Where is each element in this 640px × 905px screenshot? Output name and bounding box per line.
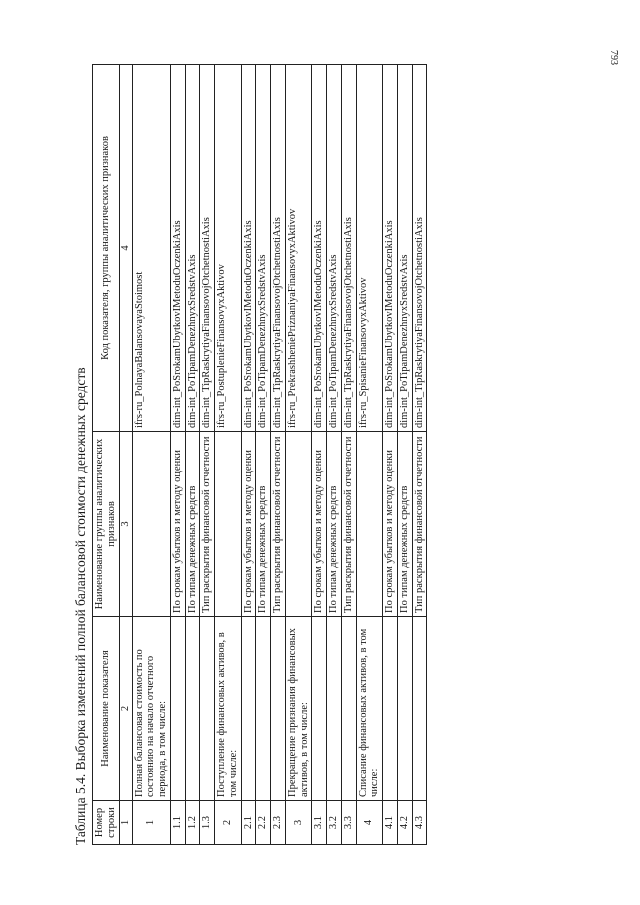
- row-number-cell: 2.1: [241, 801, 256, 845]
- indicator-name-cell: [200, 617, 215, 801]
- indicator-name-cell: [271, 617, 286, 801]
- table-row: [170, 65, 185, 845]
- table-row: [312, 65, 327, 845]
- group-name-cell: [356, 432, 383, 617]
- indicator-name-cell: [241, 617, 256, 801]
- row-number-cell: 2.3: [271, 801, 286, 845]
- table-row: [285, 65, 312, 845]
- header-row: [93, 65, 120, 845]
- row-number-cell: 4.1: [383, 801, 398, 845]
- row-number-cell: 4.3: [412, 801, 427, 845]
- row-number-cell: 2: [215, 801, 242, 845]
- table-row: [412, 65, 427, 845]
- column-number: 1: [119, 801, 132, 845]
- table-row: [132, 65, 170, 845]
- group-name-cell: Тип раскрытия финансовой отчетности: [341, 432, 356, 617]
- indicator-name-cell: [341, 617, 356, 801]
- table-row: [397, 65, 412, 845]
- indicator-name-cell: [412, 617, 427, 801]
- group-name-cell: [132, 432, 170, 617]
- table-row: [327, 65, 342, 845]
- indicator-name-cell: [185, 617, 200, 801]
- group-name-cell: По типам денежных средств: [327, 432, 342, 617]
- table-row: [241, 65, 256, 845]
- code-cell: ifrs-ru_PrekrashheniePriznaniyaFinansovyxAktivov: [285, 65, 312, 432]
- row-number-cell: 1.3: [200, 801, 215, 845]
- group-name-cell: По срокам убытков и методу оценки: [170, 432, 185, 617]
- row-number-cell: 3.3: [341, 801, 356, 845]
- column-number: 2: [119, 617, 132, 801]
- table-title: Таблица 5.4. Выборка изменений полной балансовой стоимости денежных средств: [73, 367, 88, 845]
- group-name-cell: [285, 432, 312, 617]
- header-group-name: Наименование группы аналитических признаков: [93, 432, 120, 617]
- row-number-cell: 1.2: [185, 801, 200, 845]
- row-number-cell: 3.2: [327, 801, 342, 845]
- indicator-name-cell: [327, 617, 342, 801]
- table-row: [200, 65, 215, 845]
- header-code: Код показателя, группы аналитических признаков: [93, 65, 120, 432]
- code-cell: dim-int_PoSrokamUbytkovIMetoduOczenkiAxis: [241, 65, 256, 432]
- table-row: [185, 65, 200, 845]
- group-name-cell: По типам денежных средств: [185, 432, 200, 617]
- group-name-cell: [215, 432, 242, 617]
- row-number-cell: 3.1: [312, 801, 327, 845]
- indicator-name-cell: Списание финансовых активов, в том числе:: [356, 617, 383, 801]
- table-body: [132, 65, 427, 845]
- indicator-name-cell: Поступление финансовых активов, в том числе:: [215, 617, 242, 801]
- code-cell: dim-int_TipRaskrytiyaFinansovojOtchetnostiAxis: [271, 65, 286, 432]
- table-row: [271, 65, 286, 845]
- code-cell: dim-int_PoSrokamUbytkovIMetoduOczenkiAxis: [170, 65, 185, 432]
- code-cell: dim-int_PoSrokamUbytkovIMetoduOczenkiAxis: [312, 65, 327, 432]
- group-name-cell: Тип раскрытия финансовой отчетности: [412, 432, 427, 617]
- group-name-cell: По типам денежных средств: [397, 432, 412, 617]
- indicator-name-cell: Прекращение признания финансовых активов, в том числе:: [285, 617, 312, 801]
- code-cell: dim-int_PoTipamDenezhnyxSredstvAxis: [185, 65, 200, 432]
- indicator-name-cell: [256, 617, 271, 801]
- indicator-name-cell: [170, 617, 185, 801]
- column-number-row: [119, 65, 132, 845]
- code-cell: dim-int_TipRaskrytiyaFinansovojOtchetnostiAxis: [341, 65, 356, 432]
- group-name-cell: По срокам убытков и методу оценки: [312, 432, 327, 617]
- header-indicator-name: Наименование показателя: [93, 617, 120, 801]
- page-number: 793: [608, 50, 619, 65]
- table-row: [341, 65, 356, 845]
- code-cell: dim-int_PoTipamDenezhnyxSredstvAxis: [397, 65, 412, 432]
- group-name-cell: По срокам убытков и методу оценки: [241, 432, 256, 617]
- code-cell: ifrs-ru_PolnayaBalansovayaStoimost: [132, 65, 170, 432]
- group-name-cell: Тип раскрытия финансовой отчетности: [200, 432, 215, 617]
- code-cell: dim-int_TipRaskrytiyaFinansovojOtchetnostiAxis: [200, 65, 215, 432]
- row-number-cell: 2.2: [256, 801, 271, 845]
- table-row: [383, 65, 398, 845]
- row-number-cell: 1.1: [170, 801, 185, 845]
- indicator-name-cell: Полная балансовая стоимость по состоянию на начало отчетного периода, в том числе:: [132, 617, 170, 801]
- group-name-cell: По типам денежных средств: [256, 432, 271, 617]
- group-name-cell: Тип раскрытия финансовой отчетности: [271, 432, 286, 617]
- indicator-name-cell: [383, 617, 398, 801]
- data-table: [92, 64, 427, 845]
- group-name-cell: По срокам убытков и методу оценки: [383, 432, 398, 617]
- table-row: [356, 65, 383, 845]
- column-number: 4: [119, 65, 132, 432]
- table-row: [256, 65, 271, 845]
- table-row: [215, 65, 242, 845]
- row-number-cell: 1: [132, 801, 170, 845]
- code-cell: dim-int_TipRaskrytiyaFinansovojOtchetnostiAxis: [412, 65, 427, 432]
- header-row-number: Номер строки: [93, 801, 120, 845]
- column-number: 3: [119, 432, 132, 617]
- code-cell: dim-int_PoTipamDenezhnyxSredstvAxis: [327, 65, 342, 432]
- code-cell: dim-int_PoSrokamUbytkovIMetoduOczenkiAxis: [383, 65, 398, 432]
- code-cell: ifrs-ru_SpisanieFinansovyxAktivov: [356, 65, 383, 432]
- row-number-cell: 3: [285, 801, 312, 845]
- row-number-cell: 4: [356, 801, 383, 845]
- indicator-name-cell: [397, 617, 412, 801]
- row-number-cell: 4.2: [397, 801, 412, 845]
- rotated-page-content: [70, 65, 590, 845]
- code-cell: ifrs-ru_PostuplenieFinansovyxAktivov: [215, 65, 242, 432]
- indicator-name-cell: [312, 617, 327, 801]
- code-cell: dim-int_PoTipamDenezhnyxSredstvAxis: [256, 65, 271, 432]
